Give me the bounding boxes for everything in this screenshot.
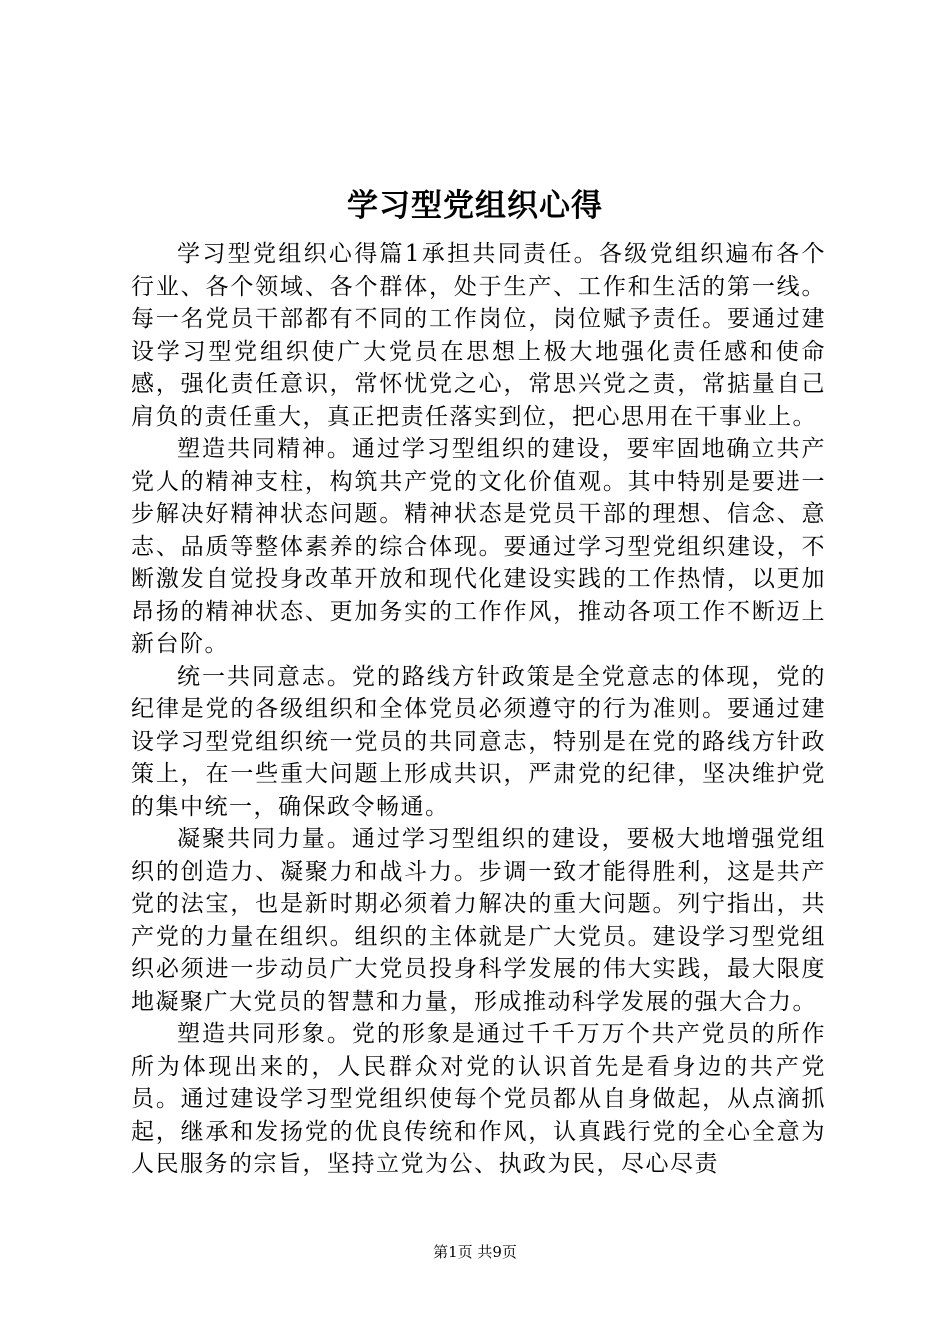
paragraph-will: 统一共同意志。党的路线方针政策是全党意志的体现，党的纪律是党的各级组织和全体党员必须遵守的行为准则。要通过建设学习型党组织统一党员的共同意志，特别是在党的路线方针政策上，在一些重大问题上形成共识，严肃党的纪律，坚决维护党的集中统一，确保政令畅通。 <box>131 663 826 820</box>
paragraph-image: 塑造共同形象。党的形象是通过千千万万个共产党员的所作所为体现出来的，人民群众对党的认识首先是看身边的共产党员。通过建设学习型党组织使每个党员都从自身做起，从点滴抓起，继承和发扬党的优良传统和作风，认真践行党的全心全意为人民服务的宗旨，坚持立党为公、执政为民，尽心尽责 <box>131 1021 826 1177</box>
paragraph-strength: 凝聚共同力量。通过学习型组织的建设，要极大地增强党组织的创造力、凝聚力和战斗力。步调一致才能得胜利，这是共产党的法宝，也是新时期必须着力解决的重大问题。列宁指出，共产党的力量在组织。组织的主体就是广大党员。建设学习型党组织必须进一步动员广大党员投身科学发展的伟大实践，最大限度地凝聚广大党员的智慧和力量，形成推动科学发展的强大合力。 <box>131 826 826 1015</box>
page-number-footer: 第1页 共9页 <box>433 1243 517 1261</box>
document-title: 学习型党组织心得 <box>347 188 603 224</box>
paragraph-responsibility: 学习型党组织心得篇1承担共同责任。各级党组织遍布各个行业、各个领域、各个群体，处于生产、工作和生活的第一线。每一名党员干部都有不同的工作岗位，岗位赋予责任。要通过建设学习型党组织使广大党员在思想上极大地强化责任感和使命感，强化责任意识，常怀忧党之心，常思兴党之责，常掂量自己肩负的责任重大，真正把责任落实到位，把心思用在干事业上。 <box>131 241 826 430</box>
paragraph-spirit: 塑造共同精神。通过学习型组织的建设，要牢固地确立共产党人的精神支柱，构筑共产党的文化价值观。其中特别是要进一步解决好精神状态问题。精神状态是党员干部的理想、信念、意志、品质等整体素养的综合体现。要通过学习型党组织建设，不断激发自觉投身改革开放和现代化建设实践的工作热情，以更加昂扬的精神状态、更加务实的工作作风，推动各项工作不断迈上新台阶。 <box>131 436 826 657</box>
document-body <box>131 238 826 1181</box>
